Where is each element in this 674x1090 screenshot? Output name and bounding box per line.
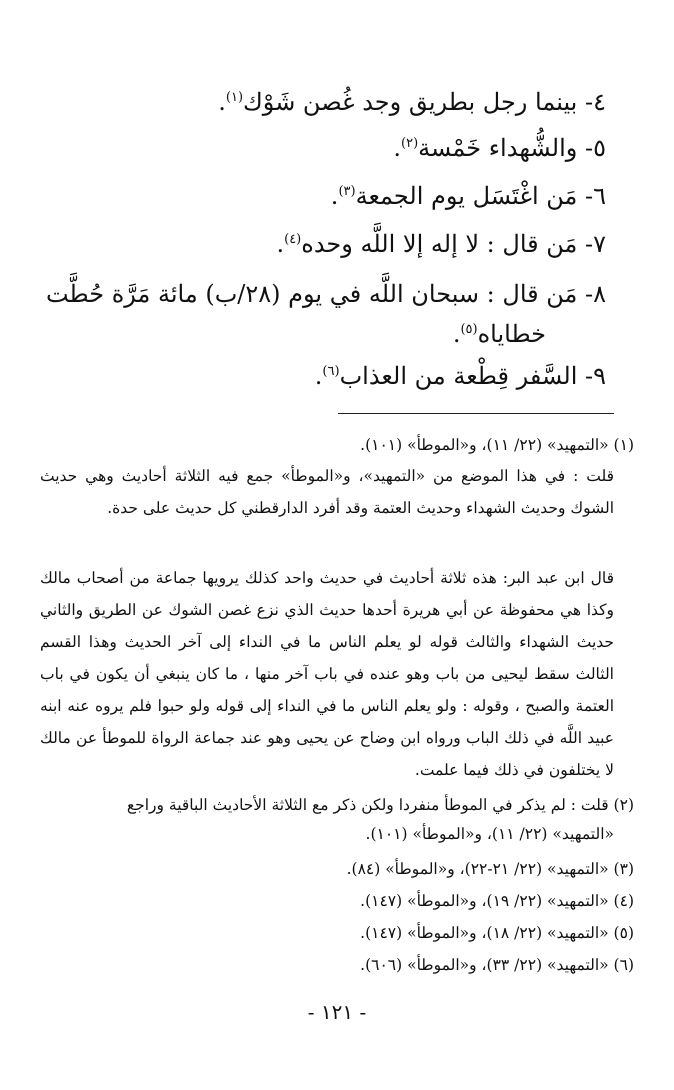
footnote-2-line-2: «التمهيد» (٢٢/ ١١)، و«الموطأ» (١٠١). — [365, 825, 614, 843]
hadith-text: ٩- السَّفر قِطْعة من العذاب — [339, 362, 606, 390]
hadith-text: ٨- مَن قال : سبحان اللَّه في يوم (٢٨/ب) مائة مَرَّة حُطَّت — [45, 280, 606, 308]
footnote-marker: (٦) — [322, 364, 340, 379]
period: . — [393, 134, 402, 162]
hadith-item-6 — [40, 176, 606, 216]
hadith-text: ٥- والشُّهداء خَمْسة — [418, 134, 606, 162]
footnote-marker: (٥) — [460, 322, 478, 337]
hadith-item-4 — [40, 82, 606, 122]
footnote-2-line-1: (٢) قلت : لم يذكر في الموطأ منفردا ولكن ذكر مع الثلاثة الأحاديث الباقية وراجع — [126, 796, 634, 814]
period: . — [314, 362, 323, 390]
period: . — [452, 320, 461, 348]
hadith-item-5 — [40, 128, 606, 168]
footnote-1-reference: (١) «التمهيد» (٢٢/ ١١)، و«الموطأ» (١٠١). — [360, 436, 634, 454]
footnote-1-paragraph-1: قلت : في هذا الموضع من «التمهيد»، و«الموطأ» جمع فيه الثلاثة أحاديث وهي حديث الشوك وحديث الشهداء وحديث العتمة وقد أفرد الدارقطني كل حديث على حدة. — [40, 467, 614, 517]
footnote-4: (٤) «التمهيد» (٢٢/ ١٩)، و«الموطأ» (١٤٧). — [360, 892, 634, 910]
period: . — [218, 88, 226, 116]
footnote-marker: (٤) — [284, 232, 302, 247]
footnote-5: (٥) «التمهيد» (٢٢/ ١٨)، و«الموطأ» (١٤٧). — [360, 924, 634, 942]
period: . — [330, 182, 339, 210]
period: . — [276, 230, 285, 258]
footnote-divider — [338, 413, 614, 414]
footnote-marker: (٢) — [401, 136, 419, 151]
footnote-marker: (٣) — [338, 184, 356, 199]
hadith-text: ٧- مَن قال : لا إله إلا اللَّه وحده — [301, 230, 606, 258]
footnote-marker: (١) — [225, 90, 244, 105]
hadith-item-9 — [40, 356, 606, 396]
hadith-text: ٦- مَن اغْتَسَل يوم الجمعة — [355, 182, 606, 210]
footnote-3: (٣) «التمهيد» (٢٢/ ٢١-٢٢)، و«الموطأ» (٨٤). — [346, 860, 634, 878]
hadith-item-8 — [40, 274, 606, 354]
footnote-1-paragraph-2: قال ابن عبد البر: هذه ثلاثة أحاديث في حديث واحد كذلك يرويها جماعة من أصحاب مالك وكذا هي محفوظة عن أبي هريرة أحدها حديث الذي نزع غصن الشوك عن الطريق والثاني حديث الشهداء والثالث قوله لو يعلم الناس ما في النداء إلى آخر الحديث وهذا القسم الثالث سقط ليحيى من باب وهو عنده في باب آخر منها ، ما كان ينبغي أن يكون في باب العتمة والصبح ، وقوله : ولو يعلم الناس ما في النداء إلى قوله ولو حبوا فلم يروه عنه ابنه عبيد اللَّه في ذلك الباب ورواه ابن وضاح عن يحيى وهو عند جماعة الرواة للموطأ عن مالك لا يختلفون في ذلك فيما علمت. — [40, 569, 614, 779]
hadith-continuation: خطاياه$^{(٥)}$. — [452, 320, 546, 348]
footnote-6: (٦) «التمهيد» (٢٢/ ٣٣)، و«الموطأ» (٦٠٦). — [360, 956, 634, 974]
page-number: - ١٢١ - — [307, 1000, 367, 1024]
hadith-item-7 — [40, 224, 606, 264]
hadith-text: ٤- بينما رجل بطريق وجد غُصن شَوْك — [243, 88, 606, 116]
